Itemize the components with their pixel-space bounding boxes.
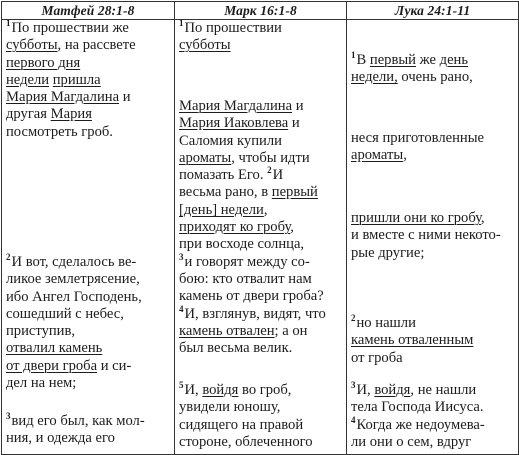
verse-number: 1 <box>179 20 184 29</box>
verse-block <box>6 20 172 141</box>
verse-number: 2 <box>267 165 272 176</box>
text-line <box>6 358 172 375</box>
verse-number: 2 <box>351 313 356 324</box>
text-segment: И, <box>184 382 203 398</box>
underlined-text: день <box>439 52 469 68</box>
verse-block <box>351 130 516 165</box>
text-line <box>179 251 344 271</box>
underlined-text: субботы <box>179 37 231 54</box>
text-segment: и <box>288 115 300 132</box>
text-line <box>179 219 344 236</box>
text-line <box>6 55 172 72</box>
column-mark <box>175 20 347 455</box>
text-segment: Саломия купили <box>179 132 282 149</box>
underlined-text: [день] недели <box>179 201 264 218</box>
underlined-text: войдя <box>202 382 239 398</box>
verse-number: 3 <box>179 251 184 262</box>
text-line <box>179 202 344 219</box>
text-line <box>6 37 172 54</box>
text-line <box>351 350 516 367</box>
underlined-text: Мария Магдалина <box>179 98 293 114</box>
text-segment: другая <box>6 106 51 123</box>
text-line <box>179 133 344 150</box>
verse-number: 1 <box>351 50 356 61</box>
text-line <box>351 332 516 349</box>
underlined-text: камень отвален <box>179 322 275 339</box>
underlined-text: пришла <box>52 71 101 88</box>
verse-number: 4 <box>179 303 184 314</box>
text-segment: и <box>119 89 131 106</box>
text-segment: По прошествии же <box>11 20 129 36</box>
text-line <box>6 124 172 141</box>
text-line <box>179 434 344 451</box>
underlined-text: ароматы <box>351 147 404 164</box>
text-line <box>179 184 344 201</box>
text-segment: ния, и одежда его <box>6 430 115 447</box>
text-segment: И, <box>356 382 375 398</box>
underlined-text: пришли они ко гробу <box>351 210 482 226</box>
text-line <box>6 340 172 357</box>
text-segment: стороне, облеченного <box>179 433 313 450</box>
text-line <box>179 20 344 37</box>
verse-number: 2 <box>6 252 11 263</box>
text-segment: И <box>272 167 284 184</box>
text-segment: , <box>403 147 407 164</box>
text-line <box>179 399 344 416</box>
verse-number: 4 <box>351 414 356 425</box>
text-line <box>179 98 344 115</box>
text-segment: И вот, сделалось ве- <box>11 254 137 270</box>
underlined-text: отвалил камень <box>6 340 103 357</box>
text-segment: сидящего на правой <box>179 416 304 433</box>
text-segment: и вместе с ними некото- <box>351 227 501 244</box>
text-line <box>6 289 172 306</box>
text-line <box>179 236 344 253</box>
text-segment: ; а он <box>274 322 308 339</box>
text-segment: В <box>356 52 370 68</box>
verse-number: 5 <box>179 380 184 391</box>
underlined-text: первого дня <box>6 54 81 71</box>
underlined-text: недели <box>6 71 50 88</box>
text-line <box>351 227 516 244</box>
text-segment: во гроб, <box>238 382 292 398</box>
text-line <box>179 382 344 399</box>
underlined-text: первый <box>271 184 318 201</box>
header-row <box>2 2 519 20</box>
text-segment: и говорят между со- <box>184 253 310 270</box>
underlined-text: субботы <box>6 37 58 54</box>
text-line <box>6 306 172 323</box>
text-segment: ли они о сем, вдруг <box>351 433 472 450</box>
text-segment: сошедший с небес, <box>6 305 124 322</box>
header-luke: Лука 24:1-11 <box>347 2 519 20</box>
text-row <box>2 20 519 455</box>
text-segment: ликое землетрясение, <box>6 271 140 288</box>
verse-number: 3 <box>351 380 356 391</box>
text-line <box>351 399 516 416</box>
header-matthew: Матфей 28:1-8 <box>2 2 175 20</box>
text-segment: , на рассвете <box>57 37 136 54</box>
underlined-text: Мария Магдалина <box>6 89 120 106</box>
text-line <box>351 382 516 399</box>
verse-block <box>179 20 344 55</box>
text-segment: неся приготовленные <box>351 130 484 146</box>
text-line <box>6 20 172 37</box>
text-line <box>179 115 344 132</box>
text-segment: от гроба <box>351 349 403 366</box>
underlined-text: от двери гроба <box>6 357 98 374</box>
text-line <box>351 147 516 164</box>
underlined-text: Мария Иаковлева <box>179 115 289 132</box>
underlined-text: недели, <box>351 69 398 86</box>
text-segment: , не нашли <box>410 382 477 398</box>
text-segment: По прошествии <box>184 20 282 36</box>
text-segment: рые другие; <box>351 244 425 261</box>
text-segment: но нашли <box>356 315 416 331</box>
synopsis-table <box>1 1 519 455</box>
text-segment: посмотреть гроб. <box>6 123 113 140</box>
column-luke <box>347 20 519 455</box>
text-segment: и си- <box>97 357 132 374</box>
text-line <box>6 271 172 288</box>
underlined-text: войдя <box>374 382 411 398</box>
text-segment: дел на нем; <box>6 375 77 392</box>
text-segment: Когда же недоумева- <box>356 416 485 433</box>
text-line <box>179 150 344 167</box>
text-segment: , <box>290 219 294 236</box>
text-segment: очень рано, <box>397 69 473 86</box>
column-matthew <box>2 20 175 455</box>
text-line <box>6 413 172 430</box>
text-segment: был весьма велик. <box>179 340 293 357</box>
text-segment: и <box>292 98 304 114</box>
text-line <box>351 245 516 262</box>
text-line <box>6 72 172 89</box>
text-line <box>179 271 344 288</box>
text-segment: тела Господа Иисуса. <box>351 399 484 416</box>
text-segment: увидели юношу, <box>179 399 281 416</box>
underlined-text: первый <box>369 52 416 68</box>
text-segment: вид его был, как мол- <box>11 413 145 429</box>
text-segment: , <box>263 201 268 218</box>
text-segment: , чтобы идти <box>231 149 310 166</box>
text-line <box>351 434 516 451</box>
text-segment: , <box>481 210 485 226</box>
text-segment: приступив, <box>6 323 76 340</box>
text-line <box>179 167 344 184</box>
header-mark: Марк 16:1-8 <box>175 2 347 20</box>
underlined-text: камень отваленным <box>351 332 474 349</box>
text-line <box>351 414 516 434</box>
text-segment: камень от двери гроба? <box>179 288 324 305</box>
verse-block <box>351 315 516 367</box>
text-line <box>351 130 516 147</box>
verse-block <box>351 52 516 87</box>
verse-block <box>6 254 172 392</box>
text-line <box>179 37 344 54</box>
text-line <box>6 375 172 392</box>
text-line <box>351 315 516 332</box>
text-segment: же <box>415 52 440 68</box>
text-line <box>6 254 172 271</box>
text-segment: при восходе солнца, <box>179 236 305 253</box>
text-line <box>351 210 516 227</box>
text-segment: бою: кто отвалит нам <box>179 270 312 287</box>
verse-block <box>351 210 516 262</box>
verse-block <box>6 413 172 448</box>
underlined-text: Мария <box>50 106 92 123</box>
text-line <box>6 323 172 340</box>
verse-number: 3 <box>6 411 11 422</box>
verse-block <box>179 98 344 357</box>
text-line <box>179 288 344 305</box>
text-segment: И, взглянув, видят, что <box>184 305 326 322</box>
verse-block <box>179 382 344 451</box>
text-line <box>179 340 344 357</box>
text-line <box>179 323 344 340</box>
text-line <box>179 303 344 323</box>
underlined-text: ароматы <box>179 149 232 166</box>
text-segment: весьма рано, в <box>179 184 272 201</box>
text-line <box>179 417 344 434</box>
verse-number: 1 <box>6 20 11 29</box>
text-line <box>6 106 172 123</box>
text-line <box>351 69 516 86</box>
text-segment: ибо Ангел Господень, <box>6 288 142 305</box>
verse-block <box>351 382 516 451</box>
text-line <box>6 89 172 106</box>
text-line <box>6 430 172 447</box>
text-segment: помазать Его. <box>179 167 268 184</box>
underlined-text: приходят ко гробу <box>179 219 291 236</box>
text-line <box>351 52 516 69</box>
